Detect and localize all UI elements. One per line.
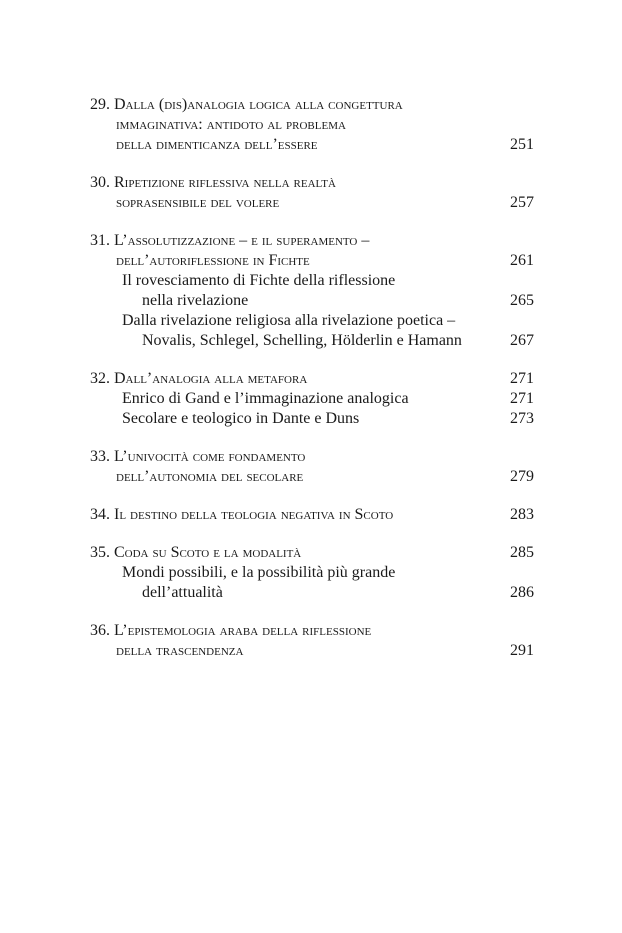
- page-number: 273: [510, 410, 534, 427]
- page-number: 251: [510, 136, 534, 153]
- chapter-title-line: [90, 369, 500, 389]
- toc-entry: [90, 505, 534, 525]
- page-number: 279: [510, 468, 534, 485]
- toc-entry: [90, 173, 534, 213]
- page-number: 271: [510, 390, 534, 407]
- subsection-title-line: Dalla rivelazione religiosa alla rivelazione poetica –: [122, 312, 456, 329]
- toc-subheading-line: [90, 583, 534, 603]
- toc-subheading-line: [90, 389, 534, 409]
- chapter-title-text: Il destino della teologia negativa in Scoto: [114, 506, 394, 523]
- chapter-title-text: L’epistemologia araba della riflessione: [114, 622, 372, 639]
- subsection-title-line: nella rivelazione: [142, 292, 249, 309]
- chapter-title-line: [90, 505, 500, 525]
- page-number: 267: [510, 332, 534, 349]
- toc-subheading-line: [90, 409, 534, 429]
- chapter-title-text: L’univocità come fondamento: [114, 448, 306, 465]
- page-number: 286: [510, 584, 534, 601]
- chapter-title-line: dell’autoriflessione in Fichte: [116, 252, 310, 269]
- toc-subheading-line: [90, 291, 534, 311]
- toc-heading-line: [90, 193, 534, 213]
- subsection-title-line: Il rovesciamento di Fichte della riflessione: [122, 272, 396, 289]
- chapter-title-text: Dall’analogia alla metafora: [114, 370, 308, 387]
- subsection-title-line: Novalis, Schlegel, Schelling, Hölderlin e Hamann: [142, 332, 462, 349]
- chapter-title-line: [90, 543, 500, 563]
- toc-heading-line: [90, 95, 534, 115]
- chapter-title-line: dell’autonomia del secolare: [116, 468, 304, 485]
- toc-entry: [90, 369, 534, 429]
- chapter-number: 36.: [90, 622, 110, 639]
- chapter-title-text: L’assolutizzazione – e il superamento –: [114, 232, 370, 249]
- chapter-title-line: [90, 621, 500, 641]
- page-number: 265: [510, 292, 534, 309]
- page-number: 283: [510, 506, 534, 523]
- chapter-number: 33.: [90, 448, 110, 465]
- page-number: 291: [510, 642, 534, 659]
- toc-subheading-line: [90, 271, 534, 291]
- page-number: 257: [510, 194, 534, 211]
- toc-entry: [90, 447, 534, 487]
- chapter-number: 34.: [90, 506, 110, 523]
- chapter-title-line: [90, 231, 500, 251]
- table-of-contents: [90, 95, 534, 679]
- page-number: 261: [510, 252, 534, 269]
- chapter-title-line: [90, 95, 500, 115]
- page-number: 285: [510, 544, 534, 561]
- chapter-number: 31.: [90, 232, 110, 249]
- toc-entry: [90, 95, 534, 155]
- chapter-title-line: della dimenticanza dell’essere: [116, 136, 318, 153]
- chapter-number: 32.: [90, 370, 110, 387]
- chapter-title-line: della trascendenza: [116, 642, 244, 659]
- chapter-title-line: [90, 173, 500, 193]
- toc-heading-line: [90, 231, 534, 251]
- chapter-title-line: immaginativa: antidoto al problema: [116, 116, 346, 133]
- toc-heading-line: [90, 135, 534, 155]
- toc-entry: [90, 621, 534, 661]
- chapter-title-text: Dalla (dis)analogia logica alla congettura: [114, 96, 403, 113]
- toc-entry: [90, 231, 534, 351]
- toc-heading-line: [90, 621, 534, 641]
- toc-subheading-line: [90, 331, 534, 351]
- subsection-title-line: Enrico di Gand e l’immaginazione analogica: [122, 390, 409, 407]
- toc-subheading-line: [90, 311, 534, 331]
- toc-subheading-line: [90, 563, 534, 583]
- subsection-title-line: Secolare e teologico in Dante e Duns: [122, 410, 360, 427]
- toc-heading-line: [90, 173, 534, 193]
- chapter-number: 29.: [90, 96, 110, 113]
- toc-heading-line: [90, 467, 534, 487]
- toc-heading-line: [90, 447, 534, 467]
- chapter-title-text: Coda su Scoto e la modalità: [114, 544, 302, 561]
- subsection-title-line: Mondi possibili, e la possibilità più grande: [122, 564, 396, 581]
- toc-heading-line: [90, 543, 534, 563]
- subsection-title-line: dell’attualità: [142, 584, 223, 601]
- page-number: 271: [510, 370, 534, 387]
- toc-heading-line: [90, 251, 534, 271]
- toc-heading-line: [90, 369, 534, 389]
- chapter-title-line: [90, 447, 500, 467]
- toc-heading-line: [90, 641, 534, 661]
- chapter-title-line: soprasensibile del volere: [116, 194, 280, 211]
- toc-heading-line: [90, 115, 534, 135]
- chapter-number: 30.: [90, 174, 110, 191]
- chapter-title-text: Ripetizione riflessiva nella realtà: [114, 174, 336, 191]
- toc-heading-line: [90, 505, 534, 525]
- chapter-number: 35.: [90, 544, 110, 561]
- toc-entry: [90, 543, 534, 603]
